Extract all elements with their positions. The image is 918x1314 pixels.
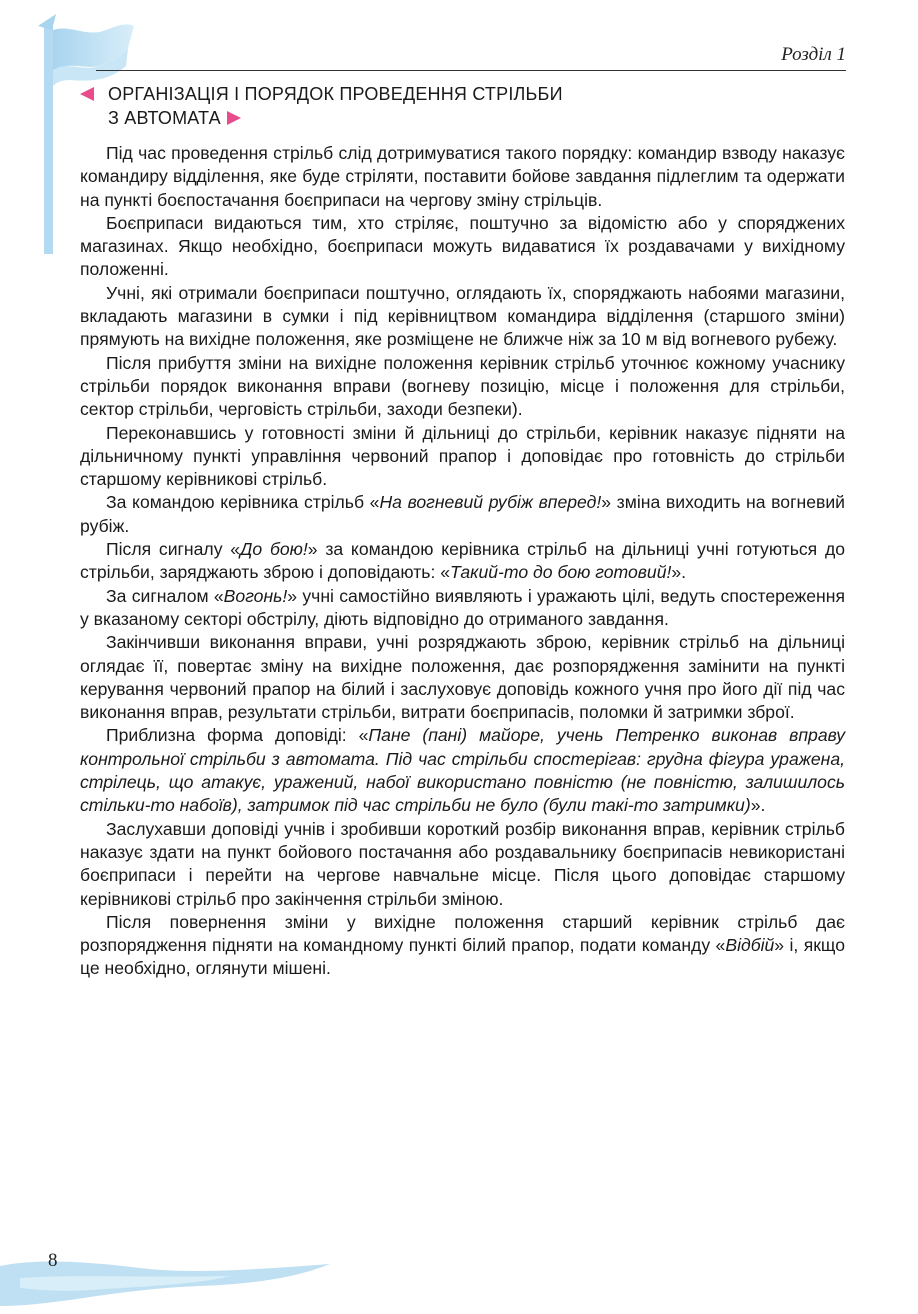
text-run: » зміна виходить на вогневий рубіж.: [80, 492, 846, 536]
text-run: Приблизна форма доповіді: «: [106, 725, 369, 746]
section-heading-text-1: ОРГАНІЗАЦІЯ І ПОРЯДОК ПРОВЕДЕННЯ СТРІЛЬБИ: [108, 84, 563, 104]
text-run: Після повернення зміни у вихідне положення старший керівник стрільб дає розпорядження підняти на командному пункті білий прапор, подати команду «: [80, 911, 845, 956]
command-quote: До бою!: [240, 539, 308, 560]
paragraph: [80, 724, 845, 817]
paragraph: Переконавшись у готовності зміни й дільниці до стрільби, керівник наказує підняти на дільничному пункті управління червоний прапор і доповідає про готовність до стрільби старшому керівникові стрільб.: [80, 422, 845, 490]
text-run: » і, якщо це необхідно, оглянути мішені.: [80, 935, 845, 979]
section-heading-line-2: [80, 106, 840, 130]
paragraph: [80, 491, 845, 538]
section-heading-text-2: З АВТОМАТА: [108, 108, 221, 128]
paragraph: Боєприпаси видаються тим, хто стріляє, поштучно за відомістю або у споряджених магазинах. Якщо необхідно, боєприпаси можуть видаватися їх роздавачами у вихідному положенні.: [80, 212, 845, 280]
text-run: За командою керівника стрільб «: [106, 492, 380, 513]
text-run: » за командою керівника стрільб на дільниці учні готуються до стрільби, заряджають зброю і доповідають: «: [80, 539, 845, 583]
paragraph: Учні, які отримали боєприпаси поштучно, оглядають їх, споряджають набоями магазини, вкладають магазини в сумки і під керівництвом командира відділення (старшого зміни) прямують на вихідне положення, яке розміщене не ближче ніж за 10 м від вогневого рубежу.: [80, 282, 845, 350]
text-run: » учні самостійно виявляють і уражають цілі, ведуть спостереження у вказаному секторі обстрілу, діють відповідно до отриманого завдання.: [80, 585, 845, 629]
report-quote: Такий-то до бою готовий!: [450, 562, 672, 583]
text-run: ».: [671, 562, 687, 583]
paragraph: Заслухавши доповіді учнів і зробивши короткий розбір виконання вправ, керівник стрільб наказує здати на пункт бойового постачання або роздавальнику боєприпасів невикористані боєприпаси і перейти на чергове навчальне місце. Після цього доповідає старшому керівникові стрільб про закінчення стрільби зміною.: [80, 818, 845, 909]
page-number: 8: [48, 1250, 58, 1271]
paragraph: [80, 911, 845, 981]
text-run: ».: [750, 795, 766, 816]
command-quote: Вогонь!: [223, 585, 288, 606]
section-heading: [80, 82, 840, 130]
body-text: [80, 142, 845, 981]
section-heading-line-1: [80, 82, 840, 106]
triangle-left-icon: [80, 87, 94, 101]
triangle-right-icon: [227, 111, 241, 125]
command-quote: Відбій: [725, 935, 775, 956]
command-quote: На вогневий рубіж вперед!: [379, 492, 602, 513]
paragraph: [80, 538, 845, 585]
text-run: За сигналом «: [106, 585, 224, 606]
paragraph: Під час проведення стрільб слід дотримуватися такого порядку: командир взводу наказує командиру відділення, яке буде стріляти, поставити бойове завдання підлеглим та одержати на пункті боєпостачання боєприпаси на чергову зміну стрільців.: [80, 143, 845, 210]
report-quote: Пане (пані) майоре, учень Петренко виконав вправу контрольної стрільби з автомата. Під час стрільби спостерігав: грудна фігура уражена, стрілець, що атакує, уражений, набої використано повністю (не повністю, залишилось стільки-то набоїв), затримок під час стрільби не було (були такі-то затримки): [80, 725, 846, 816]
paragraph: Закінчивши виконання вправи, учні розряджають зброю, керівник стрільб на дільниці оглядає її, повертає зміну на вихідне положення, дає розпорядження замінити на пункті керування червоний прапор на білий і заслуховує доповідь кожного учня про його дії під час виконання вправ, результати стрільби, витрати боєприпасів, поломки й затримки зброї.: [80, 632, 845, 723]
paragraph: [80, 585, 845, 632]
text-run: Після сигналу «: [106, 539, 241, 560]
header-rule: [96, 70, 846, 71]
paragraph: Після прибуття зміни на вихідне положення керівник стрільб уточнює кожному учаснику стрільби порядок виконання вправи (вогневу позицію, місце і положення для стрільби, сектор стрільби, черговість стрільби, заходи безпеки).: [80, 352, 845, 420]
running-title: Розділ 1: [781, 44, 846, 65]
